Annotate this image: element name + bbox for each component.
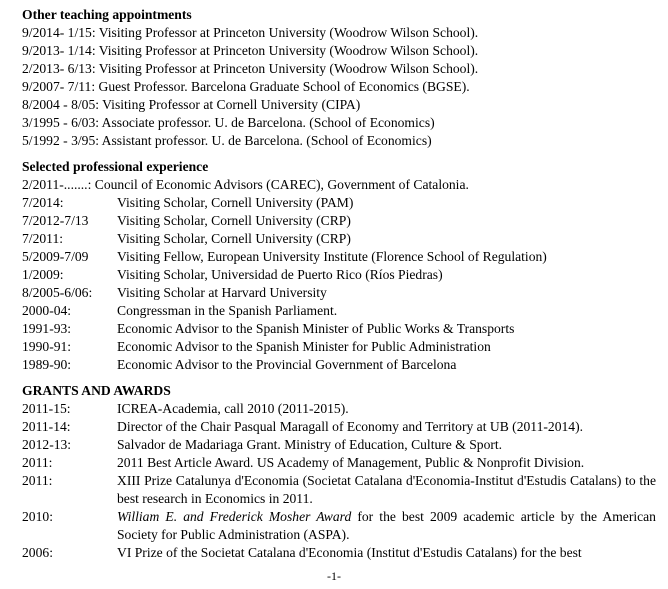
award-description: for the best 2009 academic article by the American Society for Public Administration (ASPA).: [117, 509, 656, 542]
grant-text: ICREA-Academia, call 2010 (2011-2015).: [117, 401, 349, 416]
grant-date: 2006:: [22, 545, 53, 560]
experience-date: 1990-91:: [22, 339, 72, 354]
teaching-item: 3/1995 - 6/03: Associate professor. U. de Barcelona. (School of Economics): [22, 115, 435, 130]
page-number: -1-: [327, 569, 341, 583]
teaching-item: 2/2013- 6/13: Visiting Professor at Princeton University (Woodrow Wilson School).: [22, 61, 479, 76]
grants-heading: GRANTS AND AWARDS: [22, 383, 171, 398]
experience-date: 7/2012-7/13: [22, 213, 89, 228]
grant-text: [117, 508, 656, 544]
grant-date: 2011:: [22, 455, 53, 470]
experience-item: [22, 284, 656, 302]
experience-date: 7/2011:: [22, 231, 64, 246]
experience-date: 7/2014:: [22, 195, 64, 210]
experience-text: Visiting Scholar, Cornell University (CRP): [117, 213, 351, 228]
grant-date: 2012-13:: [22, 437, 72, 452]
experience-date: 2000-04:: [22, 303, 72, 318]
teaching-section: [22, 6, 656, 150]
grant-text: Director of the Chair Pasqual Maragall of Economy and Territory at UB (2011-2014).: [117, 419, 584, 434]
experience-text: Visiting Scholar, Universidad de Puerto Rico (Ríos Piedras): [117, 267, 443, 282]
grant-text: 2011 Best Article Award. US Academy of Management, Public & Nonprofit Division.: [117, 455, 585, 470]
grants-section: [22, 382, 656, 562]
teaching-item: 8/2004 - 8/05: Visiting Professor at Cornell University (CIPA): [22, 97, 361, 112]
experience-date: 1989-90:: [22, 357, 72, 372]
experience-date: 1/2009:: [22, 267, 64, 282]
experience-item: [22, 338, 656, 356]
grant-item: [22, 400, 656, 418]
experience-text: Visiting Scholar, Cornell University (CRP): [117, 231, 351, 246]
grant-item: [22, 508, 656, 544]
experience-text: Economic Advisor to the Spanish Minister for Public Administration: [117, 339, 491, 354]
teaching-item: 9/2007- 7/11: Guest Professor. Barcelona Graduate School of Economics (BGSE).: [22, 79, 470, 94]
experience-item: [22, 194, 656, 212]
grant-text: VI Prize of the Societat Catalana d'Economia (Institut d'Estudis Catalans) for the best: [117, 545, 582, 560]
experience-text: Visiting Scholar at Harvard University: [117, 285, 327, 300]
grant-item: [22, 454, 656, 472]
experience-date: 5/2009-7/09: [22, 249, 89, 264]
teaching-heading: Other teaching appointments: [22, 7, 192, 22]
experience-item: [22, 266, 656, 284]
experience-text: Economic Advisor to the Spanish Minister of Public Works & Transports: [117, 321, 515, 336]
experience-item: [22, 320, 656, 338]
experience-text: Visiting Scholar, Cornell University (PAM): [117, 195, 354, 210]
experience-heading: Selected professional experience: [22, 159, 209, 174]
experience-text: Visiting Fellow, European University Institute (Florence School of Regulation): [117, 249, 547, 264]
experience-item: [22, 212, 656, 230]
experience-item-current: 2/2011-.......: Council of Economic Advisors (CAREC), Government of Catalonia.: [22, 177, 469, 192]
experience-item: [22, 302, 656, 320]
grant-text: Salvador de Madariaga Grant. Ministry of Education, Culture & Sport.: [117, 437, 503, 452]
grant-date: 2010:: [22, 509, 53, 524]
experience-item: [22, 248, 656, 266]
grant-item: [22, 544, 656, 562]
grant-date: 2011-15:: [22, 401, 71, 416]
grant-item: [22, 436, 656, 454]
experience-section: [22, 158, 656, 374]
grant-text: XIII Prize Catalunya d'Economia (Societat Catalana d'Economia-Institut d'Estudis Catalans) to the best research in Economics in 2011.: [117, 473, 656, 506]
grant-item: [22, 418, 656, 436]
teaching-item: 9/2014- 1/15: Visiting Professor at Princeton University (Woodrow Wilson School).: [22, 25, 479, 40]
experience-text: Economic Advisor to the Provincial Government of Barcelona: [117, 357, 457, 372]
teaching-item: 5/1992 - 3/95: Assistant professor. U. de Barcelona. (School of Economics): [22, 133, 432, 148]
grant-date: 2011-14:: [22, 419, 71, 434]
grant-date: 2011:: [22, 473, 53, 488]
grant-item: [22, 472, 656, 508]
experience-date: 1991-93:: [22, 321, 72, 336]
experience-text: Congressman in the Spanish Parliament.: [117, 303, 338, 318]
award-name: William E. and Frederick Mosher Award: [117, 509, 352, 524]
experience-date: 8/2005-6/06:: [22, 285, 93, 300]
experience-item: [22, 230, 656, 248]
teaching-item: 9/2013- 1/14: Visiting Professor at Princeton University (Woodrow Wilson School).: [22, 43, 479, 58]
experience-item: [22, 356, 656, 374]
